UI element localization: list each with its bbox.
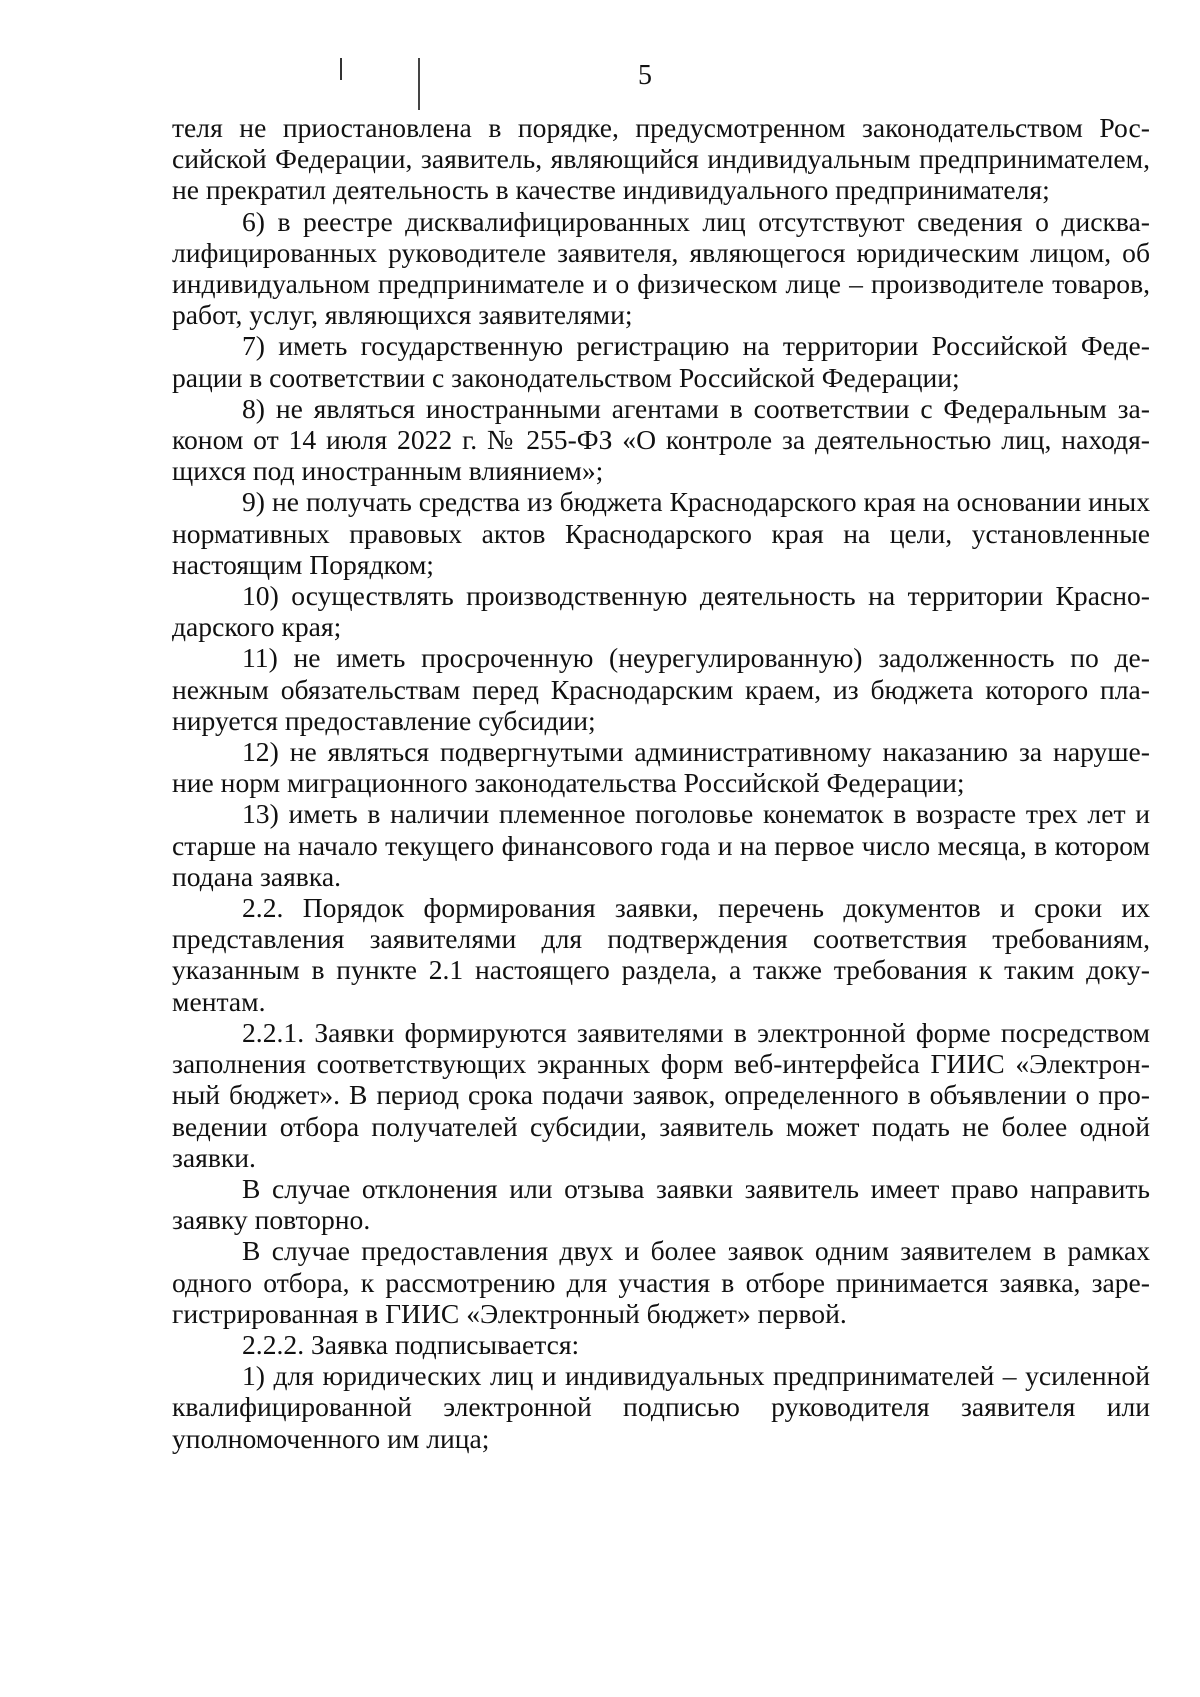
paragraph-signature-item-1: 1) для юридических лиц и индивидуальных предпринимателей – усиленной квалифицированной электронной подписью руководителя заявителя или уполномоченного им лица; xyxy=(172,1360,1150,1454)
paragraph-item-7: 7) иметь государственную регистрацию на территории Российской Федерации в соответствии с законодательством Российской Федерации; xyxy=(172,330,1150,393)
document-body xyxy=(172,112,1150,1454)
page-number: 5 xyxy=(638,60,652,91)
paragraph-continuation: теля не приостановлена в порядке, предусмотренном законодательством Российской Федерации, заявитель, являющийся индивидуальным предпринимателем, не прекратил деятельность в качестве индивидуального предпринимателя; xyxy=(172,112,1150,206)
section-2-2-2: 2.2.2. Заявка подписывается: xyxy=(242,1328,580,1360)
paragraph-item-9: 9) не получать средства из бюджета Краснодарского края на основании иных нормативных правовых актов Краснодарского края на цели, установленные настоящим Порядком; xyxy=(172,486,1150,580)
section-2-2-1: 2.2.1. Заявки формируются заявителями в электронной форме посредством заполнения соответствующих экранных форм веб-интерфейса ГИИС «Электронный бюджет». В период срока подачи заявок, определенного в объявлении о проведении отбора получателей субсидии, заявитель может подать не более одной заявки. xyxy=(172,1016,1150,1173)
paragraph-item-13: 13) иметь в наличии племенное поголовье конематок в возрасте трех лет и старше на начало текущего финансового года и на первое число месяца, в котором подана заявка. xyxy=(172,798,1150,892)
paragraph-item-6: 6) в реестре дисквалифицированных лиц отсутствуют сведения о дисквалифицированных руководителе заявителя, являющегося юридическим лицом, об индивидуальном предпринимателе и о физическом лице – производителе товаров, работ, услуг, являющихся заявителями; xyxy=(172,205,1150,331)
paragraph-rejection: В случае отклонения или отзыва заявки заявитель имеет право направить заявку повторно. xyxy=(172,1172,1150,1236)
paragraph-item-11: 11) не иметь просроченную (неурегулированную) задолженность по денежным обязательствам перед Краснодарским краем, из бюджета которого планируется предоставление субсидии; xyxy=(172,642,1150,736)
paragraph-item-12: 12) не являться подвергнутыми административному наказанию за нарушение норм миграционного законодательства Российской Федерации; xyxy=(172,736,1150,799)
paragraph-item-10: 10) осуществлять производственную деятельность на территории Краснодарского края; xyxy=(172,580,1150,643)
paragraph-multiple-applications: В случае предоставления двух и более заявок одним заявителем в рамках одного отбора, к рассмотрению для участия в отборе принимается заявка, зарегистрированная в ГИИС «Электронный бюджет» первой. xyxy=(172,1235,1150,1329)
section-2-2: 2.2. Порядок формирования заявки, перечень документов и сроки их представления заявителями для подтверждения соответствия требованиям, указанным в пункте 2.1 настоящего раздела, а также требования к таким документам. xyxy=(172,892,1150,1017)
paragraph-item-8: 8) не являться иностранными агентами в соответствии с Федеральным законом от 14 июля 2022 г. № 255-ФЗ «О контроле за деятельностью лиц, находящихся под иностранным влиянием»; xyxy=(172,392,1150,487)
